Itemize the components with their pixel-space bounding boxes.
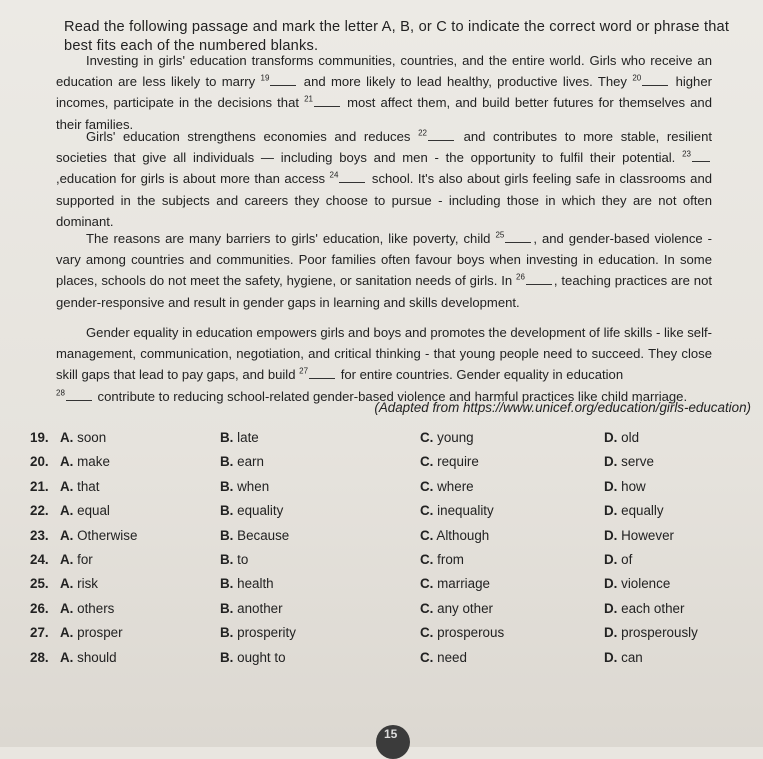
instruction-text: Read the following passage and mark the letter A, B, or C to indicate the correct word or phrase that best fits each of the numbered blanks. xyxy=(64,19,730,54)
blank-25 xyxy=(505,232,531,243)
option-text: risk xyxy=(77,576,98,592)
blank-26 xyxy=(526,274,552,285)
option-text: health xyxy=(237,576,274,592)
option-letter: C. xyxy=(420,649,434,665)
question-row xyxy=(30,430,750,454)
option-letter: D. xyxy=(604,430,618,445)
question-number: 28. xyxy=(30,649,49,665)
option-letter: B. xyxy=(220,600,234,616)
option-c[interactable] xyxy=(420,601,493,616)
option-a[interactable] xyxy=(60,576,98,591)
option-text: that xyxy=(77,478,100,494)
option-c[interactable] xyxy=(420,454,479,469)
option-a[interactable] xyxy=(60,625,123,640)
option-letter: A. xyxy=(60,600,74,616)
option-letter: C. xyxy=(420,600,434,616)
option-text: should xyxy=(77,649,117,665)
option-c[interactable] xyxy=(420,552,464,567)
question-row xyxy=(30,528,750,552)
option-letter: C. xyxy=(420,430,434,445)
blank-number-21: 21 xyxy=(304,95,313,105)
option-letter: C. xyxy=(420,478,434,494)
option-b[interactable] xyxy=(220,503,283,518)
question-row xyxy=(30,650,750,674)
option-b[interactable] xyxy=(220,454,264,469)
option-c[interactable] xyxy=(420,528,489,543)
option-text: how xyxy=(621,478,646,494)
option-text: others xyxy=(77,600,115,616)
blank-20 xyxy=(642,75,668,86)
question-row xyxy=(30,601,750,625)
option-d[interactable] xyxy=(604,503,664,518)
blank-number-27: 27 xyxy=(299,367,309,377)
option-text: prosperous xyxy=(437,625,505,641)
option-letter: D. xyxy=(604,600,618,616)
option-text: another xyxy=(237,600,283,616)
passage-paragraph-4: Gender equality in education empowers girls and boys and promotes the development of life skills - like self-management, communication, negotiation, and critical thinking - that young people need to succeed. They close skill gaps that lead to pay gaps, and build $^{27}$ for entire countries. Gender equality in education $^{28}$ contribute to reducing school-related gender-based violence and harmful practices like child marriage. xyxy=(56,325,712,404)
option-text: make xyxy=(77,454,110,470)
option-a[interactable] xyxy=(60,479,99,494)
blank-24 xyxy=(339,172,365,183)
question-row xyxy=(30,479,750,503)
option-letter: A. xyxy=(60,527,74,543)
blank-number-28: 28 xyxy=(56,388,65,398)
option-c[interactable] xyxy=(420,625,504,640)
blank-27 xyxy=(309,368,335,379)
source-citation: (Adapted from https://www.unicef.org/education/girls-education) xyxy=(374,400,751,415)
option-letter: C. xyxy=(420,503,434,519)
blank-number-23: 23 xyxy=(682,149,692,159)
question-row xyxy=(30,552,750,576)
option-c[interactable] xyxy=(420,576,490,591)
option-text: equally xyxy=(621,503,664,519)
option-letter: B. xyxy=(220,454,234,470)
question-row xyxy=(30,503,750,527)
blank-28 xyxy=(66,390,92,401)
option-d[interactable] xyxy=(604,528,674,543)
option-text: need xyxy=(437,649,467,665)
option-d[interactable] xyxy=(604,625,698,640)
option-a[interactable] xyxy=(60,430,106,445)
question-number: 27. xyxy=(30,625,49,641)
option-text: from xyxy=(437,551,464,567)
option-letter: A. xyxy=(60,454,74,470)
option-a[interactable] xyxy=(60,528,137,543)
option-letter: D. xyxy=(604,551,618,567)
option-text: each other xyxy=(621,600,685,616)
option-c[interactable] xyxy=(420,503,494,518)
option-letter: A. xyxy=(60,551,74,567)
option-letter: C. xyxy=(420,454,434,470)
option-text: old xyxy=(621,430,640,445)
option-text: where xyxy=(437,478,474,494)
option-letter: B. xyxy=(220,649,234,665)
question-row xyxy=(30,454,750,478)
option-letter: B. xyxy=(220,503,234,519)
option-text: prosper xyxy=(77,625,123,641)
option-b[interactable] xyxy=(220,601,283,616)
option-letter: A. xyxy=(60,649,74,665)
option-letter: B. xyxy=(220,625,234,641)
option-c[interactable] xyxy=(420,650,467,665)
option-text: Although xyxy=(436,527,490,543)
option-letter: B. xyxy=(220,527,234,543)
option-c[interactable] xyxy=(420,479,474,494)
option-d[interactable] xyxy=(604,552,632,567)
option-text: any other xyxy=(437,600,493,616)
option-text: to xyxy=(237,551,249,567)
page-number: 15 xyxy=(384,727,398,741)
option-text: prosperously xyxy=(621,625,698,641)
option-letter: D. xyxy=(604,503,618,519)
option-letter: B. xyxy=(220,551,234,567)
blank-number-25: 25 xyxy=(495,230,505,240)
option-b[interactable] xyxy=(220,430,259,445)
option-letter: C. xyxy=(420,551,434,567)
option-b[interactable] xyxy=(220,576,274,591)
option-d[interactable] xyxy=(604,601,684,616)
question-number: 20. xyxy=(30,454,49,470)
option-b[interactable] xyxy=(220,479,269,494)
option-a[interactable] xyxy=(60,552,93,567)
option-text: marriage xyxy=(437,576,490,592)
option-letter: A. xyxy=(60,576,74,592)
option-d[interactable] xyxy=(604,650,643,665)
blank-21 xyxy=(314,96,340,107)
option-text: ought to xyxy=(237,649,286,665)
option-b[interactable] xyxy=(220,625,296,640)
option-text: equal xyxy=(77,503,110,519)
option-text: Otherwise xyxy=(77,527,138,543)
option-d[interactable] xyxy=(604,430,639,445)
question-number: 26. xyxy=(30,600,49,616)
option-letter: D. xyxy=(604,649,618,665)
passage-paragraph-2: Girls' education strengthens economies and reduces $^{22}$ and contributes to more stable, resilient societies that give all individuals — including boys and men - the opportunity to fulfil their potential. $^{23}$,education for girls is about more than access $^{24}$ school. It's also about girls feeling safe in classrooms and supported in the subjects and careers they choose to pursue - including those in which they are not often dominant. xyxy=(56,128,713,229)
option-text: violence xyxy=(621,576,671,592)
option-letter: B. xyxy=(220,478,234,494)
option-d[interactable] xyxy=(604,576,670,591)
answer-options xyxy=(30,430,750,674)
option-text: of xyxy=(621,551,633,567)
question-number: 24. xyxy=(30,551,49,567)
option-b[interactable] xyxy=(220,650,286,665)
option-letter: A. xyxy=(60,478,74,494)
option-letter: B. xyxy=(220,576,234,592)
option-letter: C. xyxy=(420,625,434,641)
option-letter: C. xyxy=(420,576,434,592)
option-text: for xyxy=(77,551,93,567)
question-row xyxy=(30,576,750,600)
passage-paragraph-3: The reasons are many barriers to girls' education, like poverty, child $^{25}$ , and gender-based violence - vary among countries and communities. Poor families often favour boys when investing in education. In some places, schools do not meet the safety, hygiene, or sanitation needs of girls. In $^{26}$ , teaching practices are not gender-responsive and result in gender gaps in learning and skills development. xyxy=(56,230,713,310)
option-text: young xyxy=(437,430,474,445)
option-text: inequality xyxy=(437,503,494,519)
option-letter: A. xyxy=(60,625,74,641)
option-text: However xyxy=(621,527,674,543)
blank-number-24: 24 xyxy=(329,171,339,181)
blank-number-22: 22 xyxy=(418,128,427,138)
option-d[interactable] xyxy=(604,479,646,494)
option-text: when xyxy=(237,478,270,494)
option-letter: B. xyxy=(220,430,234,445)
question-number: 23. xyxy=(30,527,49,543)
option-a[interactable] xyxy=(60,503,110,518)
blank-19 xyxy=(270,75,296,86)
option-a[interactable] xyxy=(60,650,117,665)
option-b[interactable] xyxy=(220,552,248,567)
option-letter: D. xyxy=(604,527,618,543)
option-text: late xyxy=(237,430,259,445)
question-number: 19. xyxy=(30,430,49,445)
passage-paragraph-1: Investing in girls' education transforms communities, countries, and the entire world. Girls who receive an education are less likely to marry $^{19}$ and more likely to lead healthy, productive lives. They $^{20}$ higher incomes, participate in the decisions that $^{21}$ most affect them, and build better futures for themselves and their families. xyxy=(56,53,712,132)
option-text: require xyxy=(437,454,479,470)
option-letter: D. xyxy=(604,625,618,641)
option-text: prosperity xyxy=(237,625,296,641)
option-text: Because xyxy=(237,527,290,543)
blank-number-20: 20 xyxy=(632,73,642,83)
blank-number-26: 26 xyxy=(516,273,525,283)
option-c[interactable] xyxy=(420,430,474,445)
page-number-badge xyxy=(376,725,410,759)
question-row xyxy=(30,625,750,649)
option-letter: A. xyxy=(60,430,74,445)
option-letter: D. xyxy=(604,576,618,592)
option-b[interactable] xyxy=(220,528,289,543)
blank-22 xyxy=(428,130,454,141)
option-letter: D. xyxy=(604,454,618,470)
option-text: equality xyxy=(237,503,284,519)
option-a[interactable] xyxy=(60,601,114,616)
option-letter: D. xyxy=(604,478,618,494)
blank-23 xyxy=(692,151,710,162)
blank-number-19: 19 xyxy=(260,73,270,83)
option-a[interactable] xyxy=(60,454,110,469)
question-number: 22. xyxy=(30,503,49,519)
question-number: 25. xyxy=(30,576,49,592)
option-text: can xyxy=(621,649,643,665)
option-letter: A. xyxy=(60,503,74,519)
option-text: serve xyxy=(621,454,654,470)
option-d[interactable] xyxy=(604,454,654,469)
option-text: earn xyxy=(237,454,264,470)
question-number: 21. xyxy=(30,478,49,494)
option-text: soon xyxy=(77,430,107,445)
option-letter: C. xyxy=(420,527,434,543)
